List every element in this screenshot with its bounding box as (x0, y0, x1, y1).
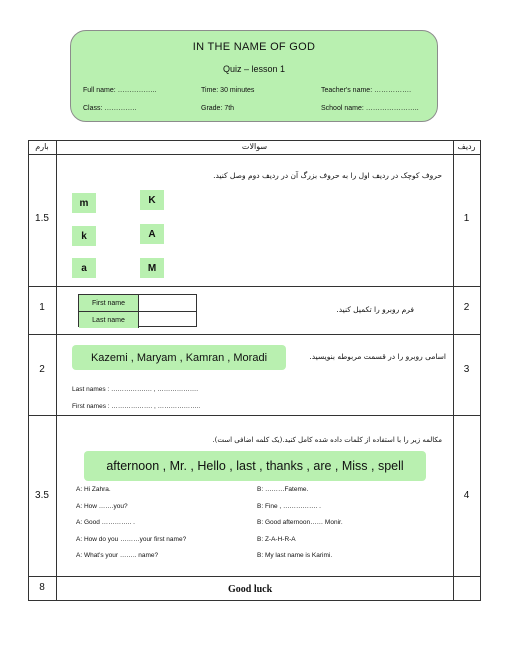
time-field: Time: 30 minutes (201, 87, 255, 94)
page-title: IN THE NAME OF GOD (192, 41, 316, 53)
first-names-line: First names : ………………. , ……………….. (72, 403, 201, 410)
dialogue-line-a: A: How …….you? (76, 503, 128, 510)
table-line (28, 415, 480, 416)
q3-score: 2 (39, 364, 45, 375)
table-line (56, 140, 57, 601)
quiz-subtitle: Quiz – lesson 1 (222, 64, 286, 74)
q3-instruction: اسامی روبرو را در قسمت مربوطه بنویسید. (309, 352, 446, 361)
lowercase-letter: k (72, 226, 96, 246)
q1-score: 1.5 (35, 213, 49, 224)
row-column-header: ردیف (457, 142, 476, 151)
uppercase-letter: M (140, 258, 164, 278)
last-name-label: Last name (79, 312, 139, 328)
class-field: Class: ………….. (83, 105, 137, 112)
first-name-label: First name (79, 295, 139, 311)
dialogue-line-a: A: Hi Zahra. (76, 486, 111, 493)
dialogue-line-b: B: Fine , ……………. . (257, 503, 321, 510)
table-line (28, 154, 480, 155)
q2-instruction: فرم روبرو را تکمیل کنید. (336, 305, 414, 314)
q1-row-number: 1 (463, 213, 470, 224)
table-line (28, 334, 480, 335)
grade-field: Grade: 7th (201, 105, 235, 112)
dialogue-line-b: B: My last name is Karimi. (257, 552, 333, 559)
dialogue-line-a: A: Good ………….. . (76, 519, 135, 526)
q4-score: 3.5 (35, 490, 49, 501)
word-bank-box: afternoon , Mr. , Hello , last , thanks , are , Miss , spell (84, 451, 426, 481)
dialogue-line-a: A: How do you ………your first name? (76, 536, 187, 543)
dialogue-line-b: B: ………Fateme. (257, 486, 309, 493)
teacher-name-field: Teacher's name: ……………. (321, 87, 412, 94)
q1-instruction: حروف کوچک در ردیف اول را به حروف بزرگ آن در ردیف دوم وصل کنید. (213, 171, 442, 180)
q2-score: 1 (39, 302, 45, 313)
full-name-field: Full name: …………….. (83, 87, 157, 94)
header-box (70, 30, 438, 122)
dialogue-line-b: B: Good afternoon…… Monir. (257, 519, 343, 526)
school-name-field: School name: ………………….. (321, 105, 419, 112)
table-line (28, 600, 480, 601)
lowercase-letter: a (72, 258, 96, 278)
table-line (28, 576, 480, 577)
good-luck-text: Good luck (228, 584, 273, 595)
names-word-box: Kazemi , Maryam , Kamran , Moradi (72, 345, 286, 370)
questions-column-header: سوالات (241, 142, 268, 151)
last-names-line: Last names : ………………. , ………………. (72, 386, 199, 393)
q4-instruction: مکالمه زیر را با استفاده از کلمات داده شده کامل کنید.(یک کلمه اضافی است). (212, 436, 442, 444)
table-line (480, 140, 481, 601)
q2-row-number: 2 (463, 302, 470, 313)
uppercase-letter: K (140, 190, 164, 210)
q3-row-number: 3 (463, 364, 470, 375)
table-line (28, 286, 480, 287)
table-line (28, 140, 480, 141)
name-form-table (78, 294, 197, 327)
lowercase-letter: m (72, 193, 96, 213)
q4-row-number: 4 (463, 490, 470, 501)
dialogue-line-b: B: Z-A-H-R-A (257, 536, 296, 543)
dialogue-line-a: A: What's your …….. name? (76, 552, 159, 559)
total-score: 8 (39, 582, 45, 593)
uppercase-letter: A (140, 224, 164, 244)
score-column-header: بارم (35, 142, 49, 151)
